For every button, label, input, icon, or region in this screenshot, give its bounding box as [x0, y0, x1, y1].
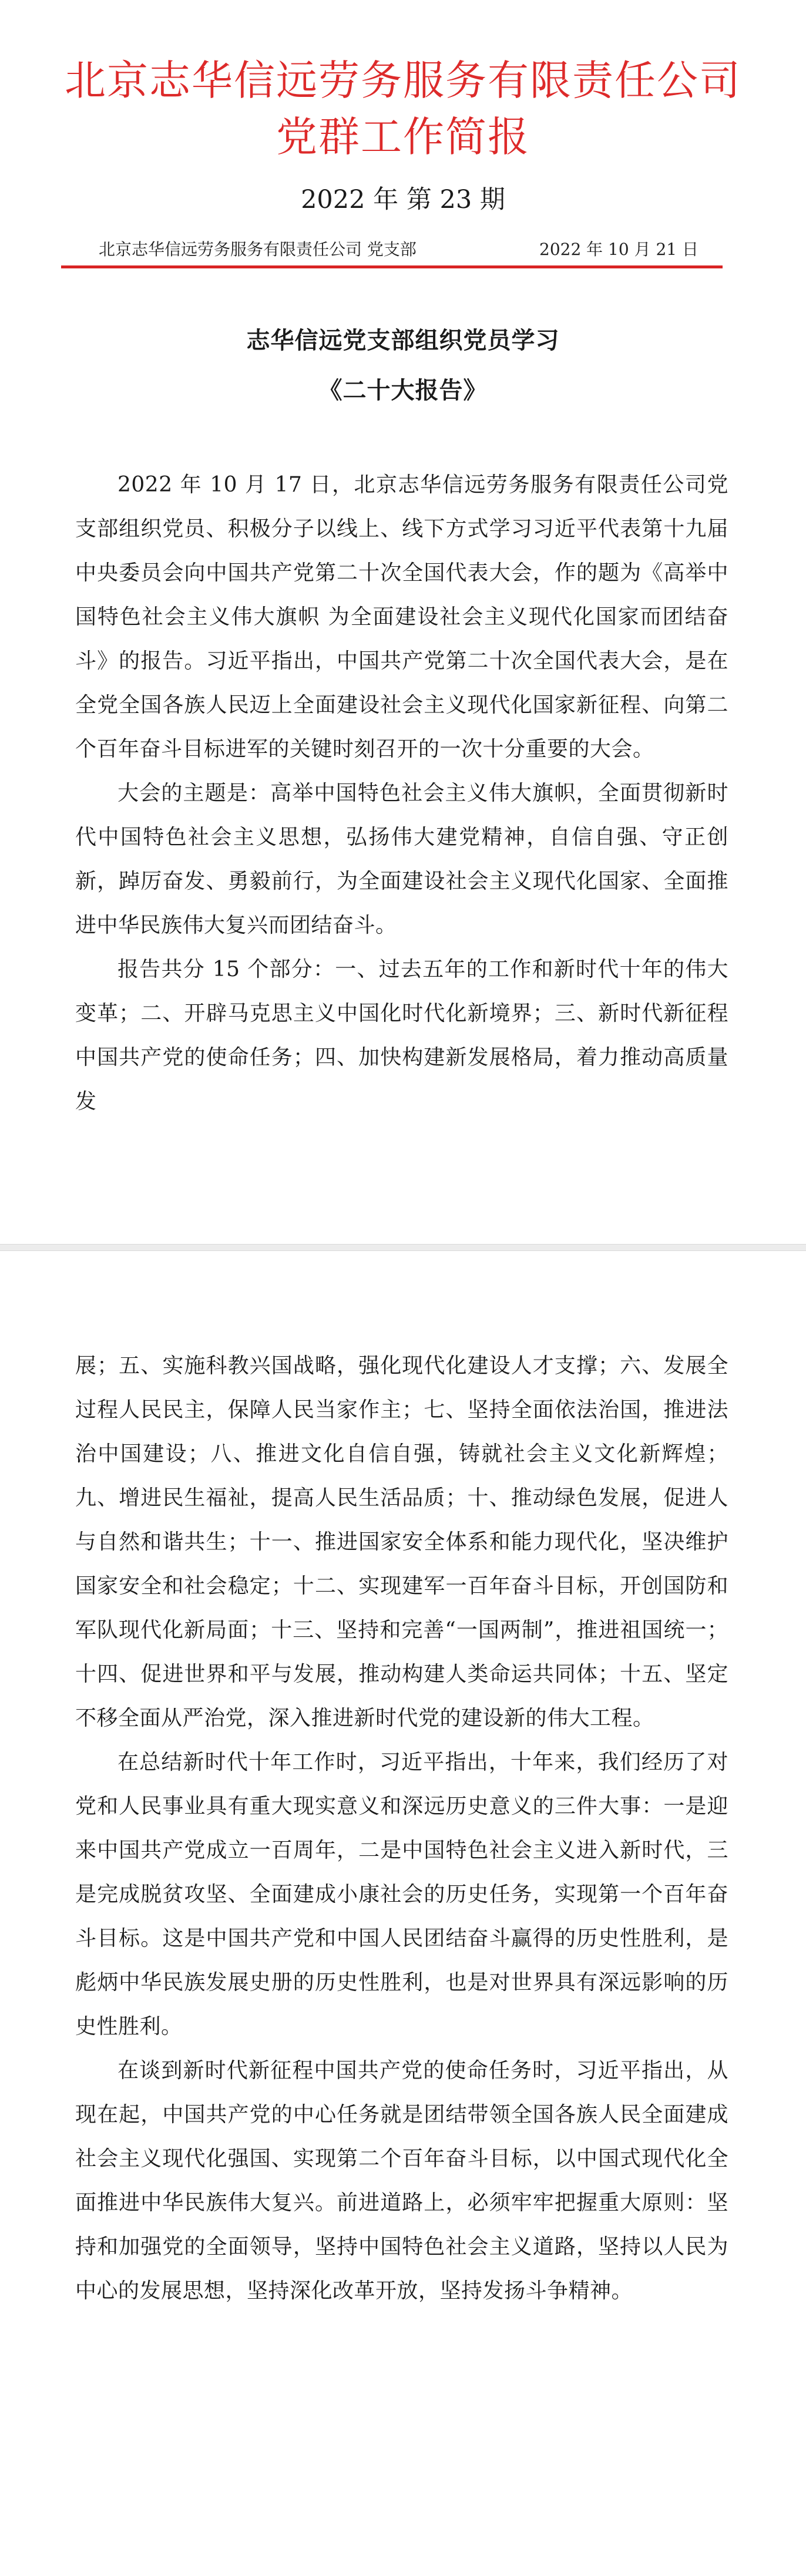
- bulletin-name: 党群工作简报: [276, 113, 530, 161]
- article-body-page1: [75, 463, 728, 1124]
- issue-date: 2022 年 10 月 21 日: [539, 240, 699, 259]
- paragraph: 在谈到新时代新征程中国共产党的使命任务时，习近平指出，从现在起，中国共产党的中心任务就是团结带领全国各族人民全面建成社会主义现代化强国、实现第二个百年奋斗目标，以中国式现代化全面推进中华民族伟大复兴。前进道路上，必须牢牢把握重大原则：坚持和加强党的全面领导，坚持中国特色社会主义道路，坚持以人民为中心的发展思想，坚持深化改革开放，坚持发扬斗争精神。: [75, 2059, 728, 2303]
- article-title-line1: 志华信远党支部组织党员学习: [246, 327, 560, 354]
- paragraph-continuation: 展；五、实施科教兴国战略，强化现代化建设人才支撑；六、发展全过程人民民主，保障人民当家作主；七、坚持全面依法治国，推进法治中国建设；八、推进文化自信自强，铸就社会主义文化新辉煌；九、增进民生福祉，提高人民生活品质；十、推动绿色发展，促进人与自然和谐共生；十一、推进国家安全体系和能力现代化，坚决维护国家安全和社会稳定；十二、实现建军一百年奋斗目标，开创国防和军队现代化新局面；十三、坚持和完善“一国两制”，推进祖国统一；十四、促进世界和平与发展，推动构建人类命运共同体；十五、坚定不移全面从严治党，深入推进新时代党的建设新的伟大工程。: [75, 1354, 728, 1730]
- page-two: [0, 1251, 806, 2576]
- red-divider: [61, 265, 723, 268]
- paragraph: 报告共分 15 个部分：一、过去五年的工作和新时代十年的伟大变革；二、开辟马克思主义中国化时代化新境界；三、新时代新征程中国共产党的使命任务；四、加快构建新发展格局，着力推动高质量发: [75, 957, 728, 1114]
- organization-name: 北京志华信远劳务服务有限责任公司: [65, 56, 741, 105]
- paragraph: 大会的主题是：高举中国特色社会主义伟大旗帜，全面贯彻新时代中国特色社会主义思想，弘扬伟大建党精神，自信自强、守正创新，踔厉奋发、勇毅前行，为全面建设社会主义现代化国家、全面推进中华民族伟大复兴而团结奋斗。: [75, 781, 728, 937]
- page-separator: [0, 1244, 806, 1251]
- issuer-name: 北京志华信远劳务服务有限责任公司 党支部: [99, 240, 417, 259]
- article-title-line2: 《二十大报告》: [318, 377, 488, 404]
- paragraph: 2022 年 10 月 17 日，北京志华信远劳务服务有限责任公司党支部组织党员、积极分子以线上、线下方式学习习近平代表第十九届中央委员会向中国共产党第二十次全国代表大会，作的题为《高举中国特色社会主义伟大旗帜 为全面建设社会主义现代化国家而团结奋斗》的报告。习近平指出，中国共产党第二十次全国代表大会，是在全党全国各族人民迈上全面建设社会主义现代化国家新征程、向第二个百年奋斗目标进军的关键时刻召开的一次十分重要的大会。: [75, 473, 728, 761]
- article-body-page2: [75, 1344, 728, 2313]
- page-one: [0, 0, 806, 1244]
- issue-number: 2022 年 第 23 期: [301, 185, 505, 214]
- paragraph: 在总结新时代十年工作时，习近平指出，十年来，我们经历了对党和人民事业具有重大现实意义和深远历史意义的三件大事：一是迎来中国共产党成立一百周年，二是中国特色社会主义进入新时代，三是完成脱贫攻坚、全面建成小康社会的历史任务，实现第一个百年奋斗目标。这是中国共产党和中国人民团结奋斗赢得的历史性胜利，是彪炳中华民族发展史册的历史性胜利，也是对世界具有深远影响的历史性胜利。: [75, 1750, 728, 2039]
